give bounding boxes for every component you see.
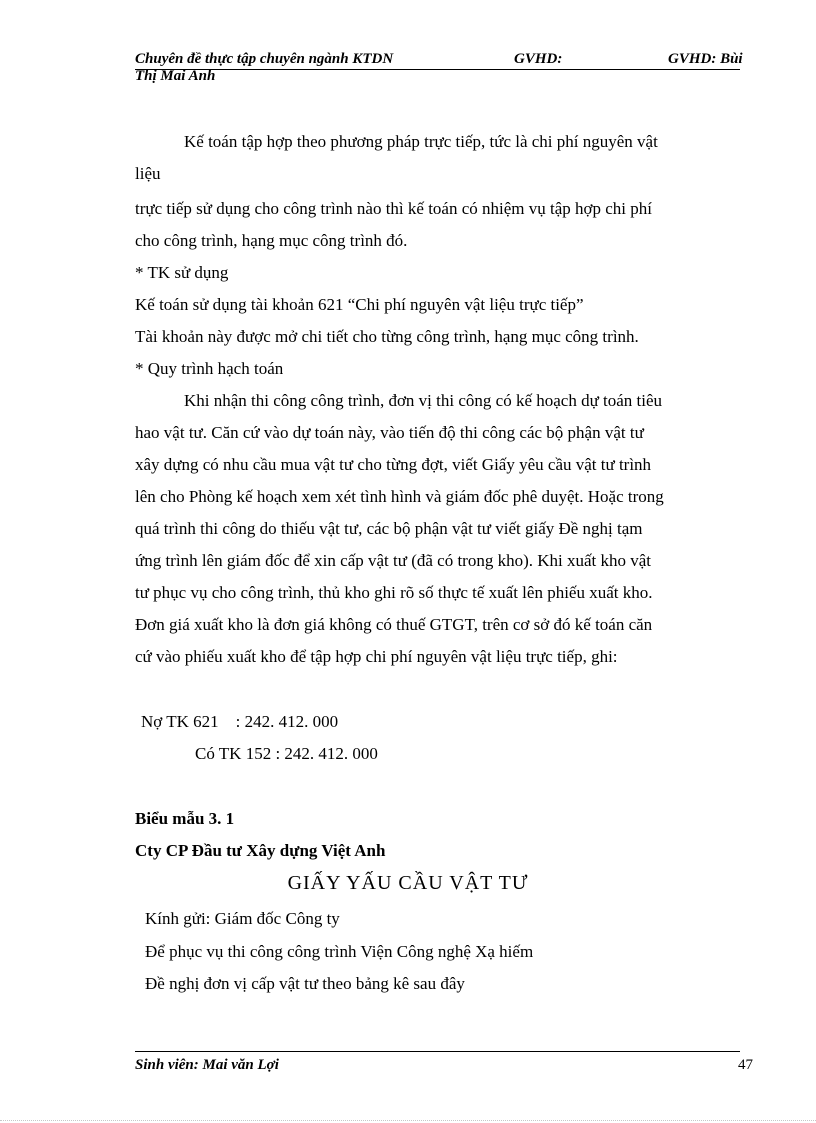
body-line: * Quy trình hạch toán [135, 359, 284, 378]
body-line: lên cho Phòng kế hoạch xem xét tình hình và giám đốc phê duyệt. Hoặc trong [135, 487, 664, 506]
page-edge [0, 1120, 816, 1121]
form-line: Để phục vụ thi công công trình Viện Công nghệ Xạ hiếm [145, 942, 534, 961]
body-line: trực tiếp sử dụng cho công trình nào thì kế toán có nhiệm vụ tập hợp chi phí [135, 199, 653, 218]
body-line: ứng trình lên giám đốc để xin cấp vật tư (đã có trong kho). Khi xuất kho vật [135, 551, 652, 570]
body-line: cho công trình, hạng mục công trình đó. [135, 231, 408, 250]
form-line: Kính gửi: Giám đốc Công ty [145, 909, 340, 928]
form-title: GIẤY YẤU CẦU VẬT TƯ [287, 872, 529, 894]
footer-rule [135, 1051, 740, 1052]
body-line: xây dựng có nhu cầu mua vật tư cho từng đợt, viết Giấy yêu cầu vật tư trình [135, 455, 652, 474]
form-line: Đề nghị đơn vị cấp vật tư theo bảng kê sau đây [145, 974, 465, 993]
body-line: Kế toán tập hợp theo phương pháp trực tiếp, tức là chi phí nguyên vật [184, 132, 658, 151]
body-line: tư phục vụ cho công trình, thủ kho ghi rõ số thực tế xuất lên phiếu xuất kho. [135, 583, 653, 602]
journal-debit: Nợ TK 621 : 242. 412. 000 [141, 712, 339, 731]
body-line: Đơn giá xuất kho là đơn giá không có thuế GTGT, trên cơ sở đó kế toán căn [135, 615, 653, 634]
header-instructor-cont: Thị Mai Anh [135, 68, 216, 84]
footer-student: Sinh viên: Mai văn Lợi [135, 1057, 279, 1073]
body-line: quá trình thi công do thiếu vật tư, các bộ phận vật tư viết giấy Đề nghị tạm [135, 519, 643, 538]
header-gvhd: GVHD: [514, 51, 563, 67]
form-label: Biểu mẫu 3. 1 [135, 809, 235, 828]
journal-credit: Có TK 152 : 242. 412. 000 [195, 744, 378, 763]
header-course: Chuyên đề thực tập chuyên ngành KTDN [135, 51, 394, 67]
body-line: Kế toán sử dụng tài khoản 621 “Chi phí nguyên vật liệu trực tiếp” [135, 295, 584, 314]
body-line: Tài khoản này được mở chi tiết cho từng công trình, hạng mục công trình. [135, 327, 639, 346]
page-number: 47 [738, 1057, 753, 1073]
company-name: Cty CP Đầu tư Xây dựng Việt Anh [135, 841, 386, 860]
body-line: hao vật tư. Căn cứ vào dự toán này, vào tiến độ thi công các bộ phận vật tư [135, 423, 644, 442]
body-line: liệu [135, 164, 161, 183]
body-line: cứ vào phiếu xuất kho để tập hợp chi phí nguyên vật liệu trực tiếp, ghi: [135, 647, 618, 666]
body-line: * TK sử dụng [135, 263, 229, 282]
header-gvhd-name: GVHD: Bùi [668, 51, 743, 67]
header-rule [135, 69, 740, 70]
body-line: Khi nhận thi công công trình, đơn vị thi công có kế hoạch dự toán tiêu [184, 391, 663, 410]
